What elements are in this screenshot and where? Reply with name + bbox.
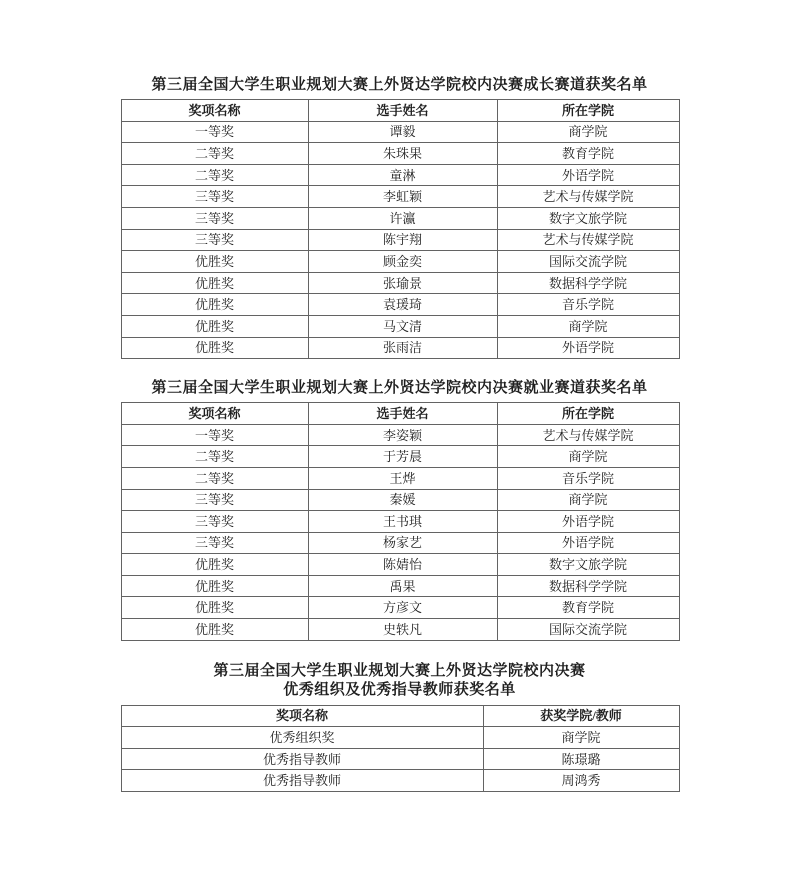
- table-cell: 商学院: [497, 315, 679, 337]
- table-row: [121, 164, 679, 186]
- table-cell: 二等奖: [121, 164, 308, 186]
- organization-advisors-title: [121, 662, 679, 700]
- table-row: [121, 511, 679, 533]
- table-cell: 优秀指导教师: [121, 770, 483, 792]
- growth-track-award-table: [121, 99, 680, 359]
- table-header-row: [121, 403, 679, 425]
- table-cell: 方彦文: [308, 597, 497, 619]
- table-row: [121, 619, 679, 641]
- document-body: [121, 76, 679, 792]
- table-cell: 二等奖: [121, 446, 308, 468]
- section-growth-track: [121, 76, 679, 359]
- table-cell: 国际交流学院: [497, 251, 679, 273]
- column-header: 奖项名称: [121, 403, 308, 425]
- table-cell: 周鸿秀: [483, 770, 679, 792]
- table-row: [121, 446, 679, 468]
- table-cell: 三等奖: [121, 511, 308, 533]
- table-cell: 三等奖: [121, 532, 308, 554]
- table-cell: 张瑜景: [308, 272, 497, 294]
- table-header-row: [121, 100, 679, 122]
- table-cell: 国际交流学院: [497, 619, 679, 641]
- section-employment-track: [121, 379, 679, 641]
- table-cell: 杨家艺: [308, 532, 497, 554]
- table-cell: 教育学院: [497, 597, 679, 619]
- table-cell: 音乐学院: [497, 467, 679, 489]
- column-header: 奖项名称: [121, 705, 483, 727]
- table-cell: 陈婧怡: [308, 554, 497, 576]
- table-cell: 三等奖: [121, 207, 308, 229]
- table-cell: 艺术与传媒学院: [497, 186, 679, 208]
- table-cell: 王书琪: [308, 511, 497, 533]
- column-header: 获奖学院/教师: [483, 705, 679, 727]
- table-cell: 一等奖: [121, 424, 308, 446]
- table-cell: 一等奖: [121, 121, 308, 143]
- table-row: [121, 121, 679, 143]
- table-row: [121, 272, 679, 294]
- employment-track-award-table: [121, 402, 680, 641]
- table-cell: 二等奖: [121, 467, 308, 489]
- table-cell: 外语学院: [497, 532, 679, 554]
- table-row: [121, 424, 679, 446]
- table-cell: 商学院: [483, 727, 679, 749]
- table-row: [121, 597, 679, 619]
- table-cell: 数据科学学院: [497, 575, 679, 597]
- table-cell: 史轶凡: [308, 619, 497, 641]
- table-row: [121, 294, 679, 316]
- growth-track-title: [121, 76, 679, 95]
- table-cell: 教育学院: [497, 143, 679, 165]
- table-cell: 三等奖: [121, 489, 308, 511]
- table-cell: 商学院: [497, 121, 679, 143]
- table-cell: 音乐学院: [497, 294, 679, 316]
- table-cell: 优胜奖: [121, 554, 308, 576]
- table-cell: 陈璟璐: [483, 748, 679, 770]
- table-cell: 三等奖: [121, 186, 308, 208]
- table-cell: 秦媛: [308, 489, 497, 511]
- table-cell: 优秀指导教师: [121, 748, 483, 770]
- table-row: [121, 229, 679, 251]
- table-row: [121, 251, 679, 273]
- table-cell: 商学院: [497, 489, 679, 511]
- title-line: 优秀组织及优秀指导教师获奖名单: [283, 681, 516, 698]
- table-cell: 商学院: [497, 446, 679, 468]
- table-row: [121, 532, 679, 554]
- table-cell: 数据科学学院: [497, 272, 679, 294]
- column-header: 奖项名称: [121, 100, 308, 122]
- table-cell: 优秀组织奖: [121, 727, 483, 749]
- table-cell: 王烨: [308, 467, 497, 489]
- title-line: 第三届全国大学生职业规划大赛上外贤达学院校内决赛: [213, 662, 586, 679]
- table-cell: 李虹颖: [308, 186, 497, 208]
- table-cell: 禹果: [308, 575, 497, 597]
- table-cell: 优胜奖: [121, 597, 308, 619]
- table-cell: 谭毅: [308, 121, 497, 143]
- table-row: [121, 143, 679, 165]
- table-row: [121, 575, 679, 597]
- table-cell: 外语学院: [497, 337, 679, 359]
- table-cell: 优胜奖: [121, 294, 308, 316]
- table-cell: 艺术与传媒学院: [497, 229, 679, 251]
- table-cell: 优胜奖: [121, 272, 308, 294]
- table-row: [121, 207, 679, 229]
- title-line: 第三届全国大学生职业规划大赛上外贤达学院校内决赛就业赛道获奖名单: [151, 380, 648, 397]
- table-row: [121, 554, 679, 576]
- table-cell: 优胜奖: [121, 251, 308, 273]
- table-cell: 袁瑗琦: [308, 294, 497, 316]
- column-header: 所在学院: [497, 403, 679, 425]
- table-cell: 童淋: [308, 164, 497, 186]
- table-cell: 马文清: [308, 315, 497, 337]
- table-cell: 优胜奖: [121, 315, 308, 337]
- table-cell: 数字文旅学院: [497, 207, 679, 229]
- table-row: [121, 315, 679, 337]
- table-cell: 数字文旅学院: [497, 554, 679, 576]
- table-cell: 顾金奕: [308, 251, 497, 273]
- title-line: 第三届全国大学生职业规划大赛上外贤达学院校内决赛成长赛道获奖名单: [151, 77, 648, 93]
- table-row: [121, 489, 679, 511]
- table-row: [121, 748, 679, 770]
- column-header: 所在学院: [497, 100, 679, 122]
- table-cell: 外语学院: [497, 511, 679, 533]
- table-cell: 优胜奖: [121, 575, 308, 597]
- table-header-row: [121, 705, 679, 727]
- organization-advisors-award-table: [121, 705, 680, 792]
- table-cell: 二等奖: [121, 143, 308, 165]
- table-cell: 许瀛: [308, 207, 497, 229]
- table-cell: 外语学院: [497, 164, 679, 186]
- column-header: 选手姓名: [308, 100, 497, 122]
- table-cell: 陈宇翔: [308, 229, 497, 251]
- table-row: [121, 770, 679, 792]
- employment-track-title: [121, 379, 679, 398]
- column-header: 选手姓名: [308, 403, 497, 425]
- table-cell: 朱珠果: [308, 143, 497, 165]
- table-row: [121, 186, 679, 208]
- table-cell: 张雨洁: [308, 337, 497, 359]
- table-cell: 优胜奖: [121, 337, 308, 359]
- table-cell: 优胜奖: [121, 619, 308, 641]
- table-row: [121, 467, 679, 489]
- table-row: [121, 727, 679, 749]
- table-cell: 艺术与传媒学院: [497, 424, 679, 446]
- section-organization-and-advisors: [121, 662, 679, 792]
- table-cell: 三等奖: [121, 229, 308, 251]
- table-cell: 李姿颖: [308, 424, 497, 446]
- table-cell: 于芳晨: [308, 446, 497, 468]
- table-row: [121, 337, 679, 359]
